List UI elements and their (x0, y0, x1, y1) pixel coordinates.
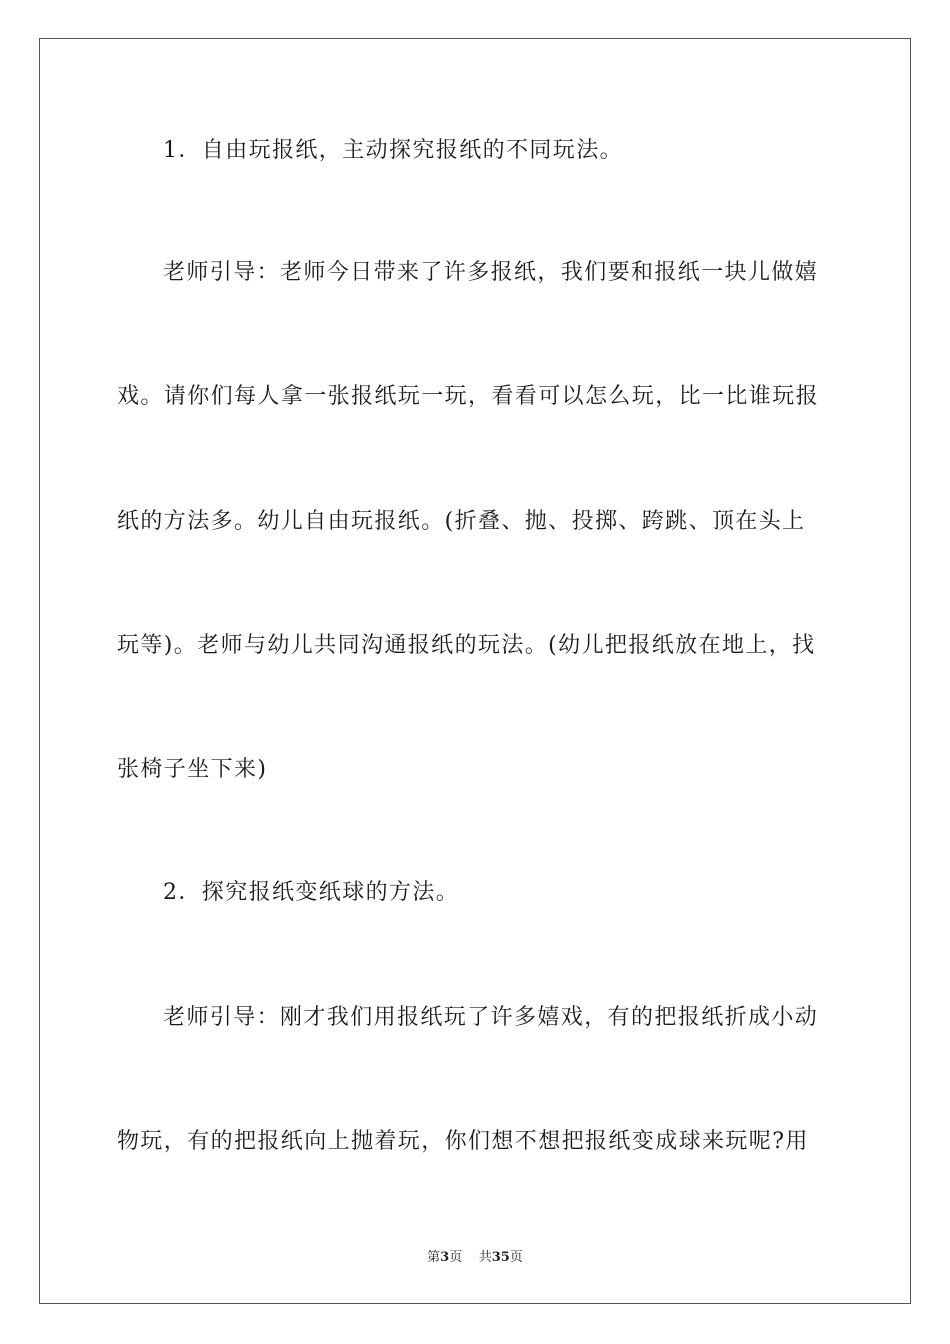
paragraph-heading-2: 2．探究报纸变纸球的方法。 (163, 880, 460, 905)
footer-page-number: 3 (440, 1250, 450, 1265)
paragraph-line: 戏。请你们每人拿一张报纸玩一玩，看看可以怎么玩，比一比谁玩报 (117, 384, 820, 409)
paragraph-line: 老师引导：老师今日带来了许多报纸，我们要和报纸一块儿做嬉 (163, 260, 819, 285)
paragraph-line: 玩等)。老师与幼儿共同沟通报纸的玩法。(幼儿把报纸放在地上，找 (117, 633, 816, 658)
paragraph-line: 张椅子坐下来) (117, 757, 268, 782)
footer-total-prefix: 共 (478, 1250, 492, 1265)
page-border (39, 38, 911, 1304)
paragraph-line: 老师引导：刚才我们用报纸玩了许多嬉戏，有的把报纸折成小动 (163, 1005, 819, 1030)
footer-total-pages: 35 (491, 1250, 510, 1265)
paragraph-heading-1: 1．自由玩报纸，主动探究报纸的不同玩法。 (163, 138, 623, 163)
page-footer (0, 1246, 950, 1265)
paragraph-line: 物玩，有的把报纸向上抛着玩，你们想不想把报纸变成球来玩呢?用 (117, 1129, 809, 1154)
footer-page-suffix: 页 (449, 1250, 463, 1265)
footer-total-suffix: 页 (509, 1250, 523, 1265)
paragraph-line: 纸的方法多。幼儿自由玩报纸。(折叠、抛、投掷、跨跳、顶在头上 (117, 509, 806, 534)
footer-page-prefix: 第 (427, 1250, 441, 1265)
